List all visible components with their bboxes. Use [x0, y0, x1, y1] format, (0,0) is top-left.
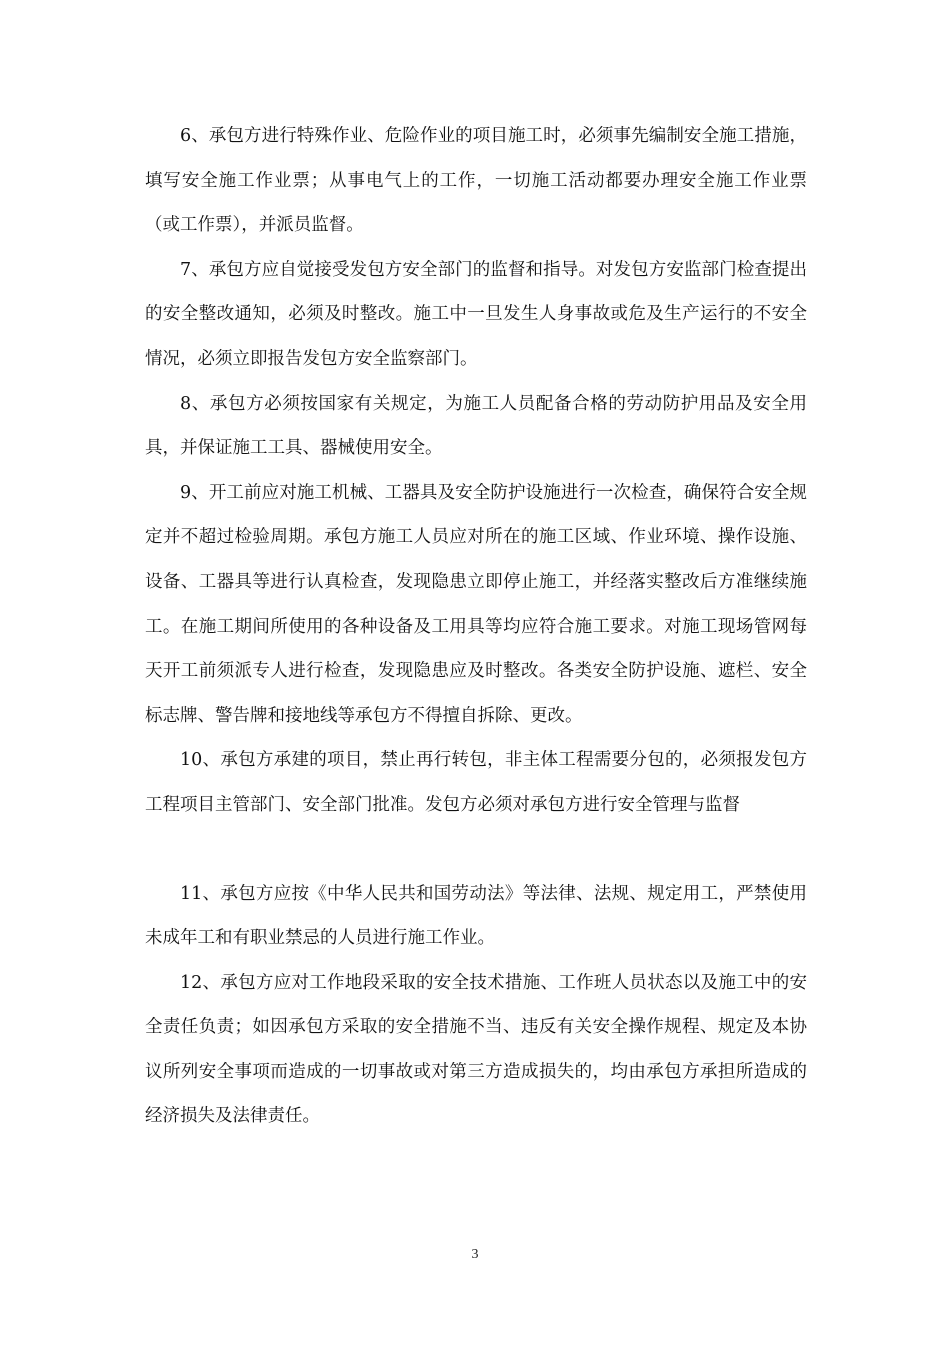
clause-7-paragraph: 7、承包方应自觉接受发包方安全部门的监督和指导。对发包方安监部门检查提出的安全整改通知，必须及时整改。施工中一旦发生人身事故或危及生产运行的不安全情况，必须立即报告发包方安全监察部门。 [145, 259, 807, 369]
clause-11-paragraph: 11、承包方应按《中华人民共和国劳动法》等法律、法规、规定用工，严禁使用未成年工和有职业禁忌的人员进行施工作业。 [145, 883, 807, 949]
clause-12-paragraph: 12、承包方应对工作地段采取的安全技术措施、工作班人员状态以及施工中的安全责任负责；如因承包方采取的安全措施不当、违反有关安全操作规程、规定及本协议所列安全事项而造成的一切事故或对第三方造成损失的，均由承包方承担所造成的经济损失及法律责任。 [145, 972, 807, 1127]
document-body [145, 114, 807, 1139]
clause-9-paragraph: 9、开工前应对施工机械、工器具及安全防护设施进行一次检查，确保符合安全规定并不超过检验周期。承包方施工人员应对所在的施工区域、作业环境、操作设施、设备、工器具等进行认真检查，发现隐患立即停止施工，并经落实整改后方准继续施工。在施工期间所使用的各种设备及工用具等均应符合施工要求。对施工现场管网每天开工前须派专人进行检查，发现隐患应及时整改。各类安全防护设施、遮栏、安全标志牌、警告牌和接地线等承包方不得擅自拆除、更改。 [145, 482, 807, 726]
page-number: 3 [471, 1247, 479, 1262]
clause-6-paragraph: 6、承包方进行特殊作业、危险作业的项目施工时，必须事先编制安全施工措施，填写安全施工作业票；从事电气上的工作，一切施工活动都要办理安全施工作业票（或工作票），并派员监督。 [145, 126, 807, 236]
clause-10-paragraph: 10、承包方承建的项目，禁止再行转包，非主体工程需要分包的，必须报发包方工程项目主管部门、安全部门批准。发包方必须对承包方进行安全管理与监督 [145, 750, 807, 815]
clause-8-paragraph: 8、承包方必须按国家有关规定，为施工人员配备合格的劳动防护用品及安全用具，并保证施工工具、器械使用安全。 [145, 393, 807, 459]
